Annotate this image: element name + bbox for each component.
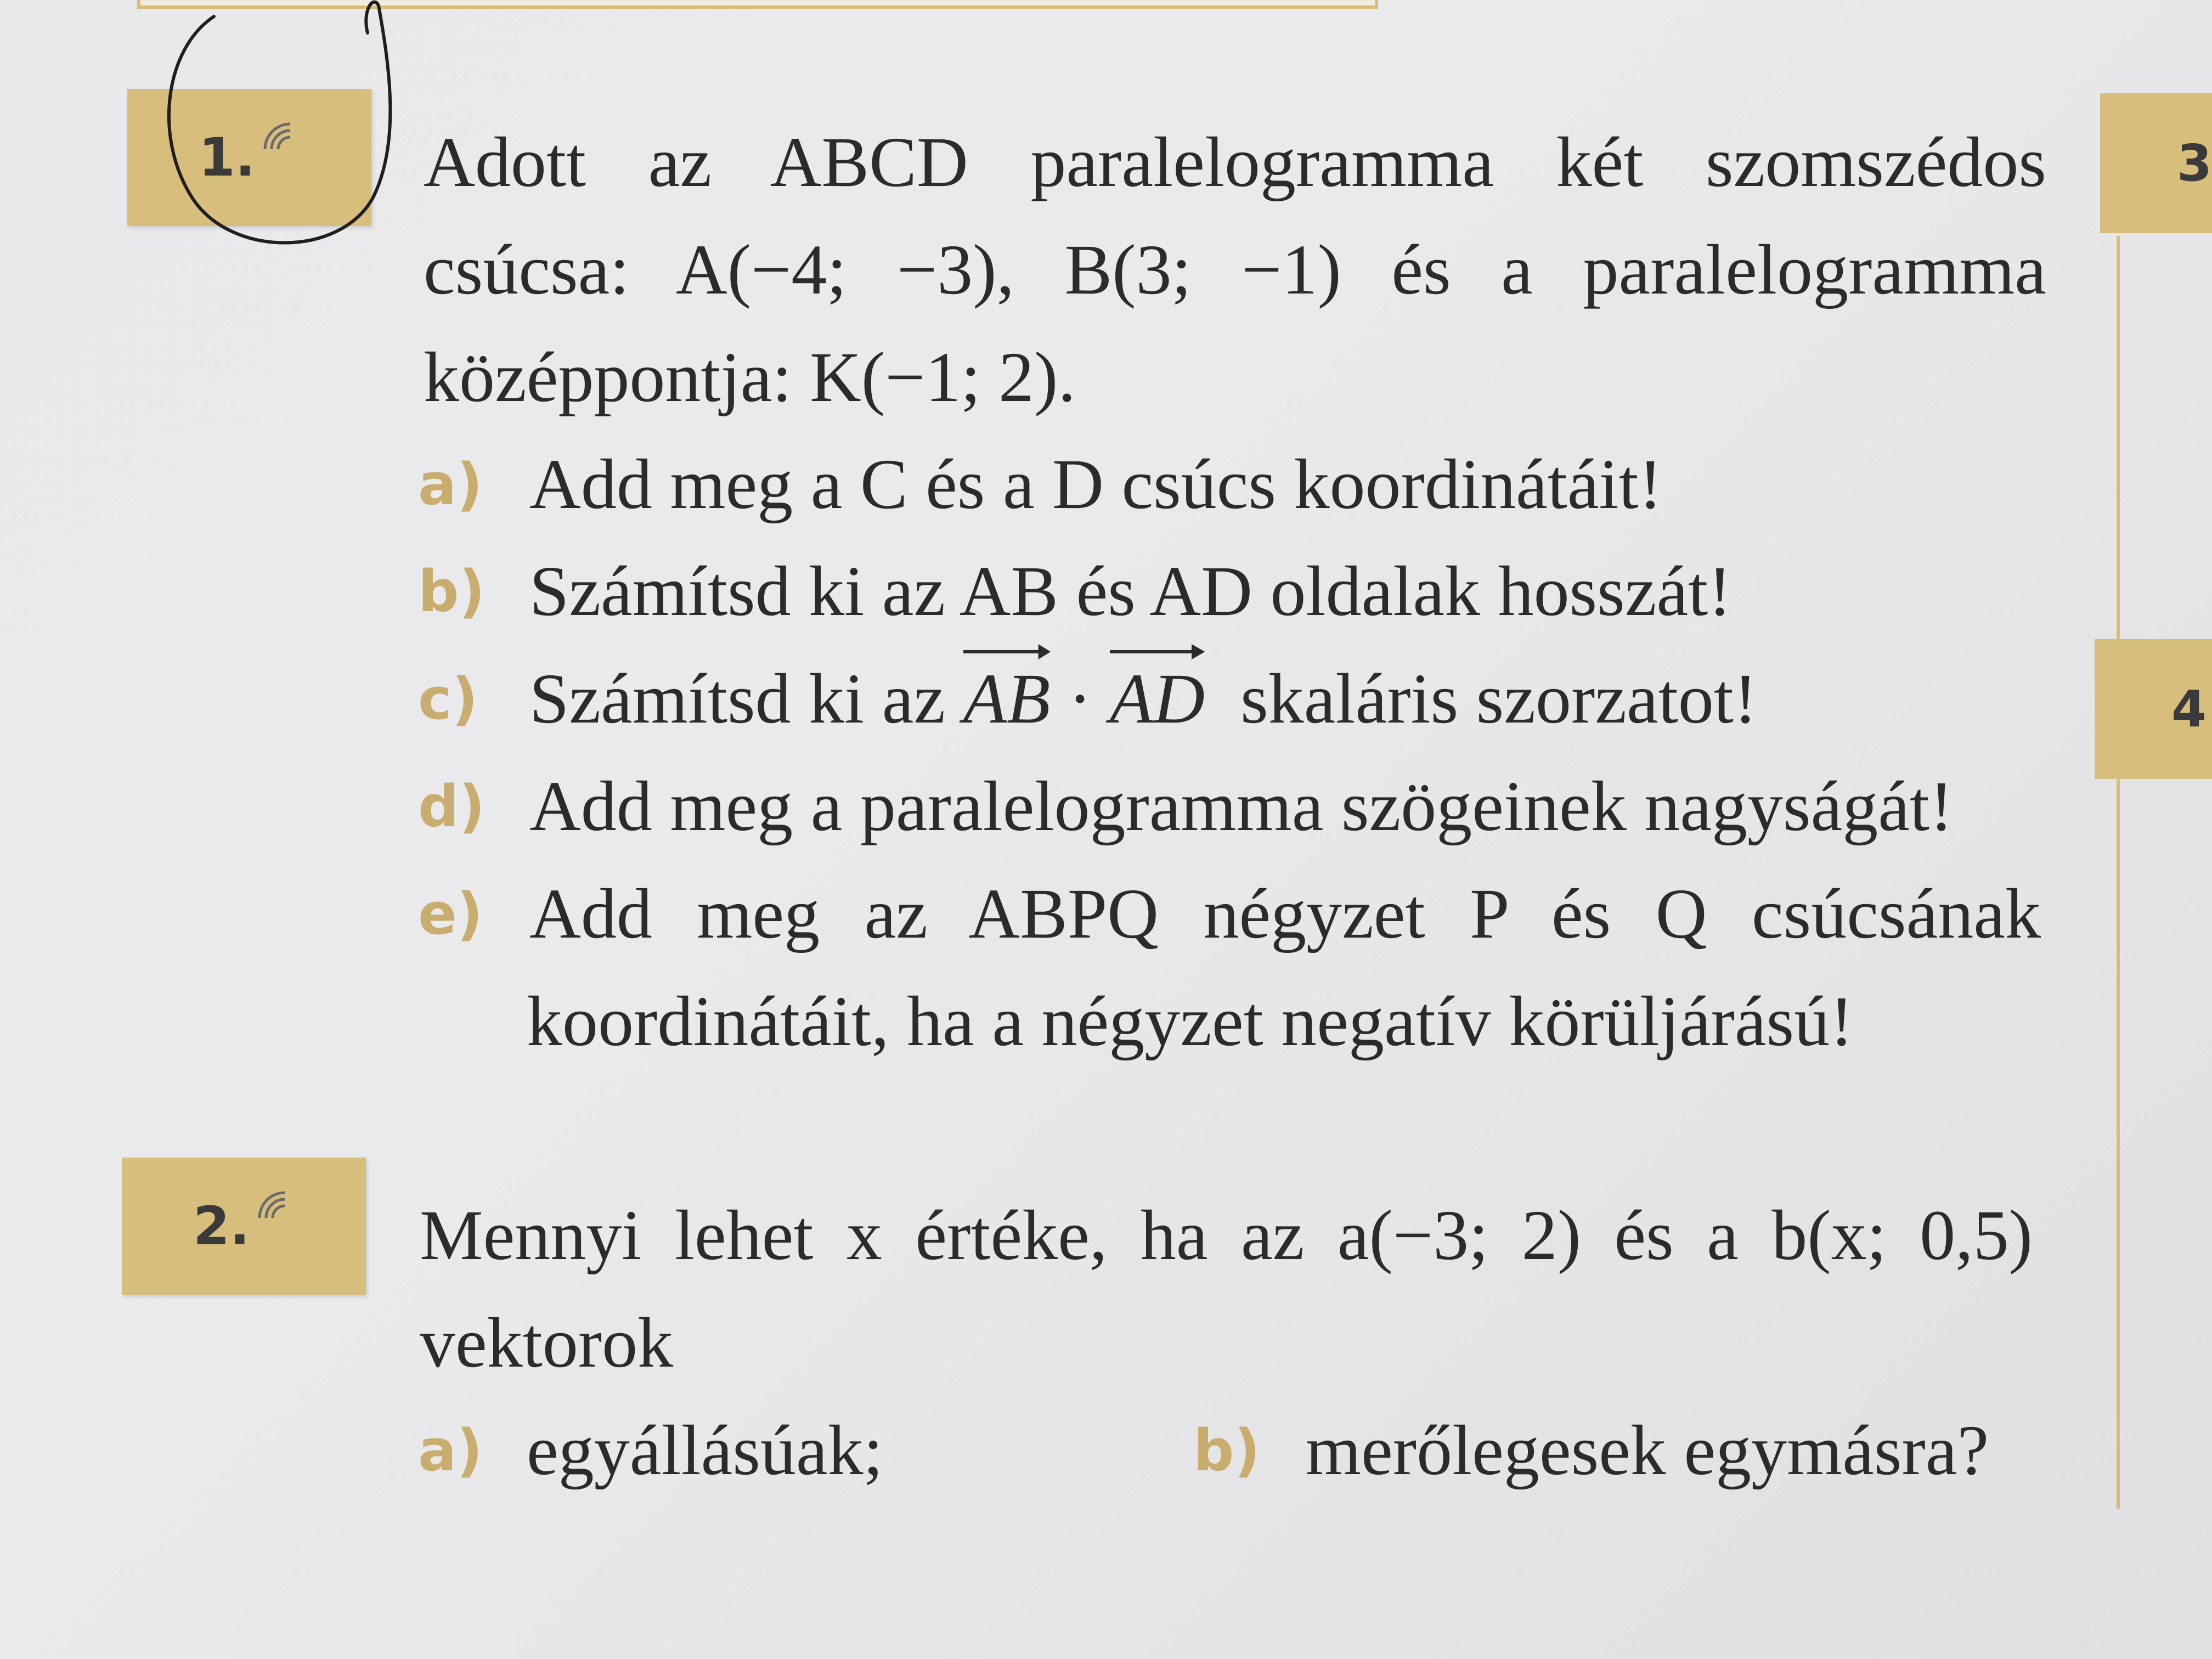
- problem-1-intro-line-3: középpontja: K(−1; 2).: [424, 338, 1076, 417]
- problem-1-intro-line-2: csúcsa: A(−4; −3), B(3; −1) és a paralelogramma: [424, 230, 2046, 309]
- item-c-text-after: skaláris szorzatot!: [1240, 659, 1758, 738]
- dot-operator: ·: [1068, 659, 1092, 738]
- item-c-text-before: Számítsd ki az: [529, 659, 946, 738]
- vector-ad: AD: [1110, 645, 1205, 753]
- item-d-text: Add meg a paralelogramma szögeinek nagyságát!: [529, 767, 1954, 846]
- item-label-c: c): [418, 665, 478, 732]
- item-a-text: Add meg a C és a D csúcs koordinátáit!: [529, 445, 1663, 524]
- item-b-text: Számítsd ki az AB és AD oldalak hosszát!: [529, 552, 1732, 631]
- problem-1-number: 1.: [199, 127, 256, 188]
- vector-ab: AB: [963, 645, 1051, 753]
- item-c-text: [529, 645, 1757, 753]
- side-tab-4: 4: [2095, 639, 2212, 779]
- problem-2-intro-line-1: Mennyi lehet x értéke, ha az a(−3; 2) és a b(x; 0,5): [420, 1196, 2033, 1275]
- vector-arrow-icon: [963, 641, 1051, 663]
- side-rule: [2117, 774, 2120, 1509]
- hand-drawn-circle: [132, 0, 417, 263]
- item-e-line-2: koordinátáit, ha a négyzet negatív körüljárású!: [527, 982, 1854, 1061]
- audio-wave-icon: [256, 1189, 289, 1222]
- item-2b-text: merőlegesek egymásra?: [1306, 1411, 1989, 1490]
- item-2a-text: egyállásúak;: [527, 1411, 883, 1490]
- item-label-d: d): [418, 773, 485, 840]
- problem-1-intro-line-1: Adott az ABCD paralelogramma két szomszédos: [424, 123, 2046, 202]
- item-2-label-a: a): [418, 1417, 483, 1484]
- item-e-line-1: Add meg az ABPQ négyzet P és Q csúcsának: [529, 874, 2041, 953]
- problem-2-intro-line-2: vektorok: [420, 1304, 674, 1383]
- item-label-b: b): [418, 558, 485, 625]
- item-2-label-b: b): [1193, 1417, 1260, 1484]
- vector-arrow-icon: [1110, 641, 1205, 663]
- side-rule: [2117, 236, 2120, 642]
- problem-2-number: 2.: [193, 1195, 250, 1257]
- side-tab-3: 3: [2100, 93, 2212, 233]
- item-label-a: a): [418, 451, 483, 518]
- item-label-e: e): [418, 881, 483, 947]
- problem-2-number-tab: [122, 1158, 366, 1295]
